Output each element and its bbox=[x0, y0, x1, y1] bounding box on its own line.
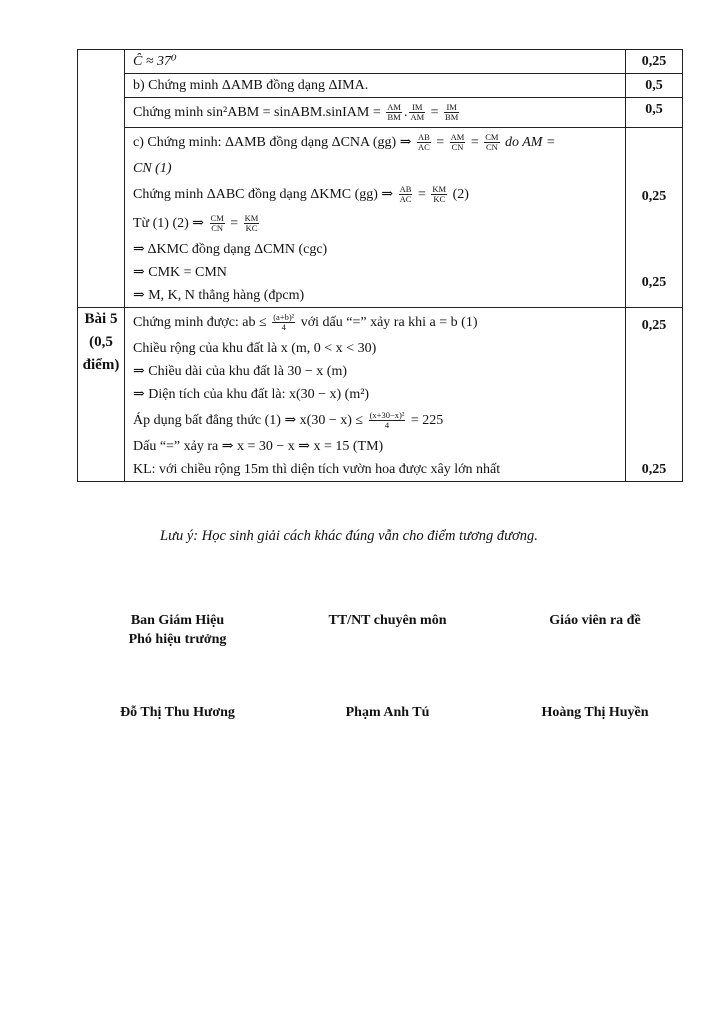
answer-table bbox=[77, 49, 683, 482]
score-cell: 0,5 bbox=[626, 98, 683, 128]
bai5-line-1: Chứng minh được: ab ≤ $\frac{\text{(a+b)²}}{4}$ với dấu “=” xảy ra khi a = b (1) bbox=[133, 311, 478, 333]
proof-line-2: CN (1) bbox=[133, 161, 172, 176]
content-cell: b) Chứng minh ΔAMB đồng dạng ΔIMA. bbox=[125, 74, 626, 98]
bai5-label: Bài 5 (0,5 điểm) bbox=[78, 308, 125, 482]
table-row bbox=[78, 308, 683, 482]
proof-line-3: Chứng minh ΔABC đồng dạng ΔKMC (gg) ⇒ $\frac{AB}{AC}$ = $\frac{KM}{KC}$ (2) bbox=[133, 183, 469, 205]
proof-line-6: ⇒ CMK = CMN bbox=[133, 265, 227, 280]
bai5-line-7: KL: với chiều rộng 15m thì diện tích vườn hoa được xây lớn nhất bbox=[133, 462, 501, 477]
content-cell bbox=[125, 98, 626, 128]
bai5-line-3: ⇒ Chiều dài của khu đất là 30 − x (m) bbox=[133, 364, 348, 379]
fraction: $\frac{IM}{AM}$ bbox=[410, 101, 425, 123]
table-row bbox=[78, 128, 683, 308]
signature-block-3: Giáo viên ra đề bbox=[549, 613, 641, 628]
fraction: $\frac{AB}{AC}$ bbox=[399, 183, 412, 205]
bai5-line-5: Áp dụng bất đẳng thức (1) ⇒ x(30 − x) ≤ $\frac{\text{(x+30−x)²}}{4}$ = 225 bbox=[133, 409, 444, 431]
proof-line-1: c) Chứng minh: ΔAMB đồng dạng ΔCNA (gg) ⇒ $\frac{AB}{AC}$ = $\frac{AM}{CN}$ = $\frac{CM}{CN}$ do AM = bbox=[133, 131, 556, 153]
table-row bbox=[78, 98, 683, 128]
fraction: $\frac{CM}{CN}$ bbox=[210, 212, 224, 234]
bai5-line-6: Dấu “=” xảy ra ⇒ x = 30 − x ⇒ x = 15 (TM) bbox=[133, 439, 384, 454]
fraction: $\frac{AB}{AC}$ bbox=[417, 131, 430, 153]
table-row bbox=[78, 50, 683, 74]
sin-line: Chứng minh sin²ABM = sinABM.sinIAM = $\frac{AM}{BM}$ . $\frac{IM}{AM}$ = $\frac{IM}{BM}$ bbox=[133, 101, 459, 123]
signature-block-1: Ban Giám Hiệu Phó hiệu trưởng bbox=[128, 613, 227, 647]
proof-line-4: Từ (1) (2) ⇒ $\frac{CM}{CN}$ = $\frac{KM}{KC}$ bbox=[133, 212, 259, 234]
bai5-line-4: ⇒ Diện tích của khu đất là: x(30 − x) (m²) bbox=[133, 387, 370, 402]
content-cell: Ĉ ≈ 37⁰ bbox=[125, 50, 626, 74]
fraction: $\frac{KM}{KC}$ bbox=[244, 212, 259, 234]
table-row bbox=[78, 74, 683, 98]
empty-label-cell bbox=[78, 50, 125, 308]
fraction: $\frac{CM}{CN}$ bbox=[485, 131, 499, 153]
score-cell: 0,25 0,25 bbox=[626, 308, 683, 482]
note-text: Lưu ý: Học sinh giải cách khác đúng vẫn cho điểm tương đương. bbox=[160, 528, 538, 544]
fraction: $\frac{\text{(a+b)²}}{4}$ bbox=[273, 311, 295, 333]
fraction: $\frac{AM}{CN}$ bbox=[450, 131, 465, 153]
signer-name-3: Hoàng Thị Huyền bbox=[541, 705, 649, 720]
proof-line-5: ⇒ ΔKMC đồng dạng ΔCMN (cgc) bbox=[133, 242, 328, 257]
bai5-line-2: Chiều rộng của khu đất là x (m, 0 < x < 30) bbox=[133, 341, 377, 356]
fraction: $\frac{IM}{BM}$ bbox=[445, 101, 459, 123]
content-cell bbox=[125, 308, 626, 482]
fraction: $\frac{KM}{KC}$ bbox=[432, 183, 447, 205]
proof-line-7: ⇒ M, K, N thẳng hàng (đpcm) bbox=[133, 288, 305, 303]
signer-name-1: Đỗ Thị Thu Hương bbox=[120, 705, 235, 720]
fraction: $\frac{AM}{BM}$ bbox=[387, 101, 401, 123]
signer-name-2: Phạm Anh Tú bbox=[345, 705, 430, 720]
score-cell: 0,25 bbox=[626, 50, 683, 74]
content-cell bbox=[125, 128, 626, 308]
score-cell: 0,5 bbox=[626, 74, 683, 98]
fraction: $\frac{\text{(x+30−x)²}}{4}$ bbox=[369, 409, 405, 431]
signature-block-2: TT/NT chuyên môn bbox=[328, 613, 447, 628]
score-cell: 0,25 0,25 bbox=[626, 128, 683, 308]
